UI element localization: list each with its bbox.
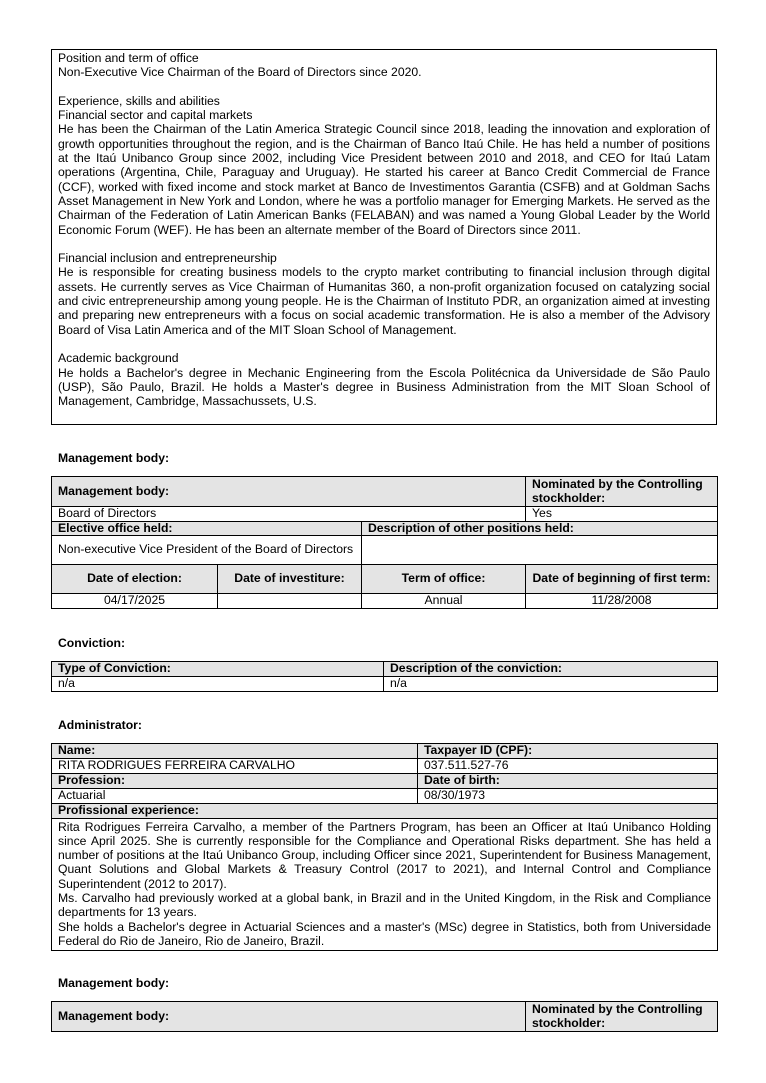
date-investiture-value (218, 594, 362, 609)
management-body-header: Management body: (52, 477, 526, 507)
conviction-type-header: Type of Conviction: (52, 662, 384, 677)
name-header: Name: (52, 744, 418, 759)
administrator-section-title: Administrator: (58, 718, 142, 732)
conviction-type-value: n/a (52, 677, 384, 692)
experience-paragraph-1: Rita Rodrigues Ferreira Carvalho, a member of the Partners Program, has been an Officer at Itaú Unibanco Holding since April 2025. She is currently responsible for the Compliance and Operational Risks department. She has held a number of positions at the Itaú Unibanco Group, including Officer since 2021, Superintendent for Business Management, Quant Solutions and Global Markets & Treasury Control (2017 to 2021), and Internal Control and Compliance Superintendent (2012 to 2017). (58, 819, 711, 891)
date-election-value: 04/17/2025 (52, 594, 218, 609)
profession-header: Profession: (52, 774, 418, 789)
taxpayer-header: Taxpayer ID (CPF): (418, 744, 718, 759)
management2-body-header: Management body: (52, 1002, 526, 1032)
conviction-description-value: n/a (384, 677, 718, 692)
bio-box (51, 49, 717, 425)
name-value: RITA RODRIGUES FERREIRA CARVALHO (52, 759, 418, 774)
term-office-header: Term of office: (362, 565, 526, 594)
management-section-title: Management body: (58, 451, 170, 465)
birth-header: Date of birth: (418, 774, 718, 789)
management2-section-title: Management body: (58, 976, 170, 990)
administrator-table (51, 743, 718, 951)
inclusion-heading: Financial inclusion and entrepreneurship (58, 251, 277, 266)
academic-text: He holds a Bachelor's degree in Mechanic Engineering from the Escola Politécnica da Universidade de São Paulo (USP), São Paulo, Brazil. He holds a Master's degree in Business Administration from the MIT Sloan School of Management, Cambridge, Massachussets, U.S. (58, 365, 710, 409)
inclusion-text: He is responsible for creating business models to the crypto market contributing to financial inclusion through digital assets. He currently serves as Vice Chairman of Humanitas 360, a non-profit organization focused on catalyzing social and civic entrepreneurship among young people. He is the Chairman of Instituto PDR, an organization aimed at investing and preparing new entrepreneurs with a focus on social academic transformation. He is also a member of the Advisory Board of Visa Latin America and of the MIT Sloan School of Management. (58, 265, 710, 337)
conviction-section-title: Conviction: (58, 636, 126, 650)
conviction-description-header: Description of the conviction: (384, 662, 718, 677)
academic-heading: Academic background (58, 351, 179, 366)
position-heading: Position and term of office (58, 51, 199, 65)
elective-office-value: Non-executive Vice President of the Board of Directors (52, 536, 362, 565)
management-body-value: Board of Directors (52, 507, 526, 522)
first-term-value: 11/28/2008 (526, 594, 718, 609)
term-office-value: Annual (362, 594, 526, 609)
experience-paragraph-2: Ms. Carvalho had previously worked at a global bank, in Brazil and in the United Kingdom, in the Risk and Compliance departments for 13 years. (58, 891, 711, 920)
position-text: Non-Executive Vice Chairman of the Board of Directors since 2020. (58, 65, 422, 80)
nominated-value: Yes (526, 507, 718, 522)
nominated-header: Nominated by the Controlling stockholder: (526, 477, 718, 507)
experience-header: Profissional experience: (52, 804, 718, 819)
elective-office-header: Elective office held: (52, 521, 362, 536)
conviction-table (51, 661, 718, 692)
experience-paragraph-3: She holds a Bachelor's degree in Actuarial Sciences and a master's (MSc) degree in Statistics, both from Universidade Federal do Rio de Janeiro, Rio de Janeiro, Brazil. (58, 919, 711, 948)
experience-cell (52, 818, 718, 951)
first-term-header: Date of beginning of first term: (526, 565, 718, 594)
taxpayer-value: 037.511.527-76 (418, 759, 718, 774)
financial-text: He has been the Chairman of the Latin America Strategic Council since 2018, leading the innovation and exploration of growth opportunities throughout the region, and is the Chairman of Banco Itaú Chile. He has held a number of positions at the Itaú Unibanco Group since 2002, including Vice President between 2010 and 2018, and CEO for Itaú Latam operations (Argentina, Chile, Paraguay and Uruguay). He started his career at Banco Credit Commercial de France (CCF), worked with fixed income and stock market at Banco de Investimentos Garantia (CSFB) and at Goldman Sachs Asset Management in New York and London, where he was a portfolio manager for Emerging Markets. He served as the Chairman of the Federation of Latin American Banks (FELABAN) and was named a Young Global Leader by the World Economic Forum (WEF). He has been an alternate member of the Board of Directors since 2011. (58, 122, 710, 237)
date-investiture-header: Date of investiture: (218, 565, 362, 594)
other-positions-header: Description of other positions held: (362, 521, 718, 536)
birth-value: 08/30/1973 (418, 789, 718, 804)
management2-table (51, 1001, 718, 1032)
management2-nominated-header: Nominated by the Controlling stockholder: (526, 1002, 718, 1032)
other-positions-value (362, 536, 718, 565)
experience-heading: Experience, skills and abilities (58, 93, 220, 108)
financial-heading: Financial sector and capital markets (58, 108, 253, 123)
management-table (51, 476, 718, 609)
date-election-header: Date of election: (52, 565, 218, 594)
profession-value: Actuarial (52, 789, 418, 804)
